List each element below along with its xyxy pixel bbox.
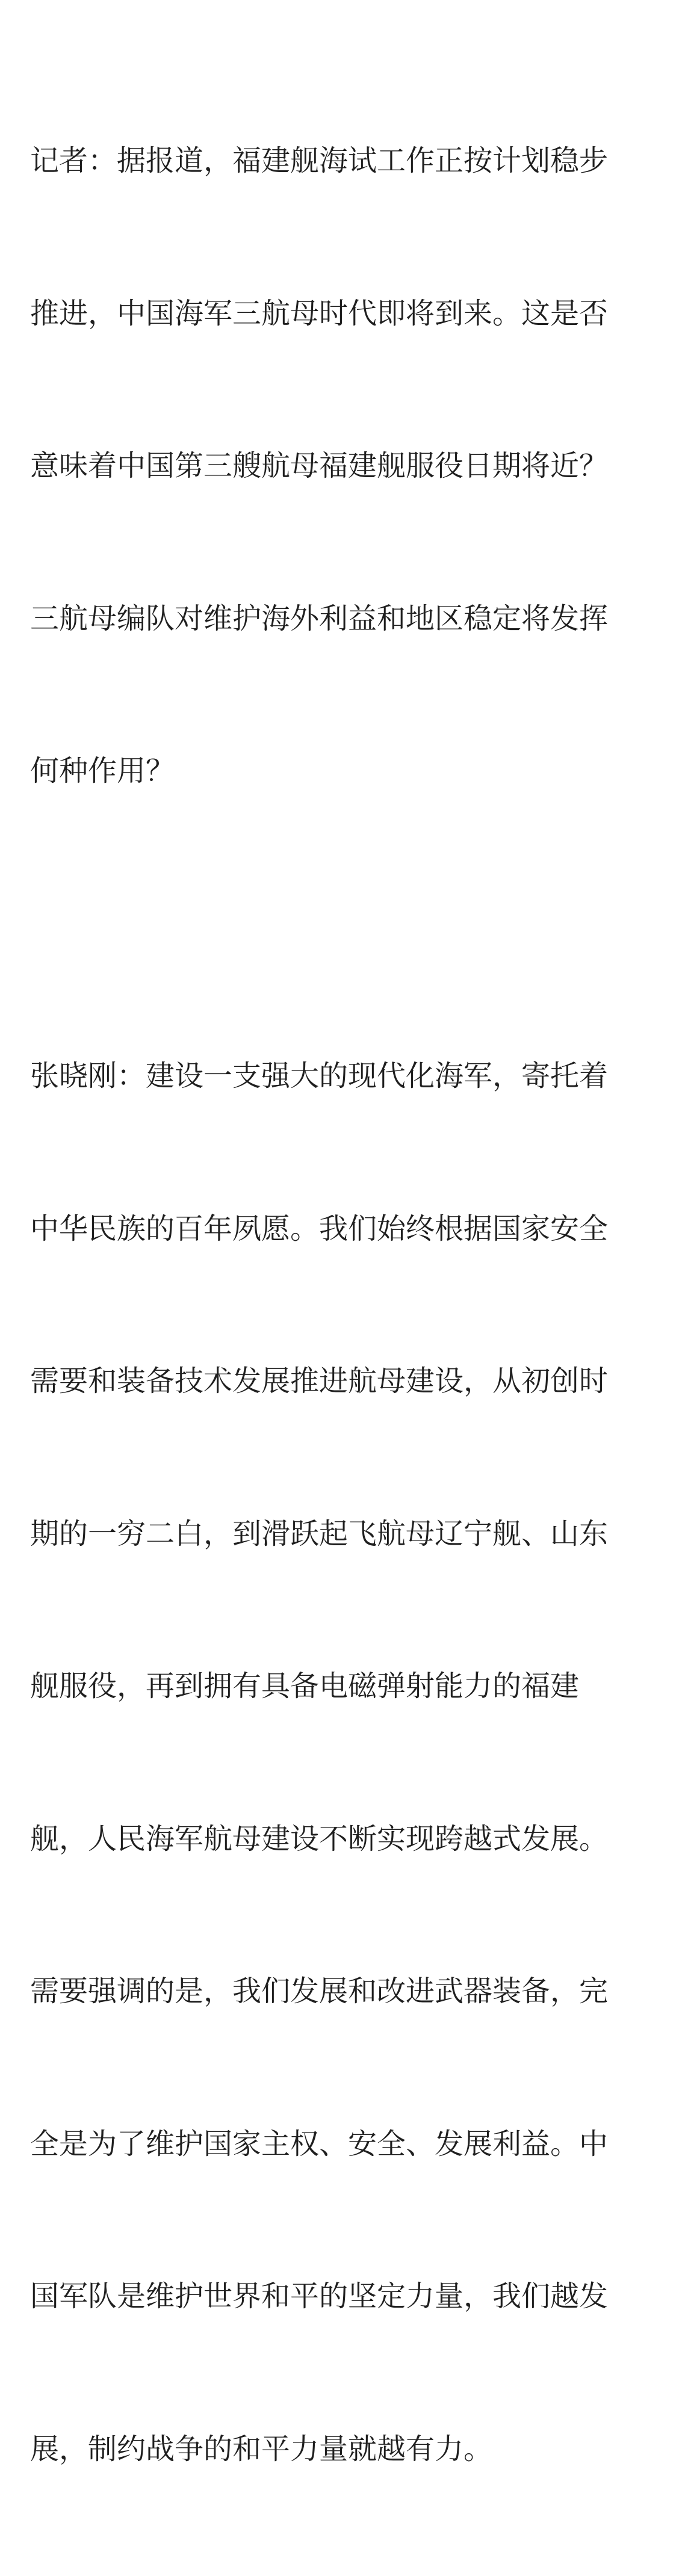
text-line: 意味着中国第三艘航母福建舰服役日期将近？ xyxy=(30,449,609,483)
text-line: 张晓刚：建设一支强大的现代化海军，寄托着 xyxy=(30,1059,609,1093)
text-line: 期的一穷二白，到滑跃起飞航母辽宁舰、山东 xyxy=(30,1516,609,1551)
text-line: 三航母编队对维护海外利益和地区稳定将发挥 xyxy=(30,601,609,635)
paragraph-spacer xyxy=(30,898,644,950)
article-body xyxy=(30,34,644,2576)
text-line: 舰服役，再到拥有具备电磁弹射能力的福建 xyxy=(30,1669,580,1703)
text-line: 需要和装备技术发展推进航母建设，从初创时 xyxy=(30,1364,609,1398)
text-line: 舰，人民海军航母建设不断实现跨越式发展。 xyxy=(30,1821,609,1856)
text-line: 国军队是维护世界和平的坚定力量，我们越发 xyxy=(30,2279,609,2313)
text-line: 需要强调的是，我们发展和改进武器装备，完 xyxy=(30,1974,609,2008)
text-line: 推进，中国海军三航母时代即将到来。这是否 xyxy=(30,296,609,330)
text-line: 中华民族的百年夙愿。我们始终根据国家安全 xyxy=(30,1211,609,1246)
text-line: 记者：据报道，福建舰海试工作正按计划稳步 xyxy=(30,144,609,178)
answer-paragraph xyxy=(30,949,644,2576)
question-paragraph xyxy=(30,34,644,898)
text-line: 全是为了维护国家主权、安全、发展利益。中 xyxy=(30,2127,609,2161)
text-line: 何种作用？ xyxy=(30,754,175,788)
text-line: 展，制约战争的和平力量就越有力。 xyxy=(30,2432,493,2466)
